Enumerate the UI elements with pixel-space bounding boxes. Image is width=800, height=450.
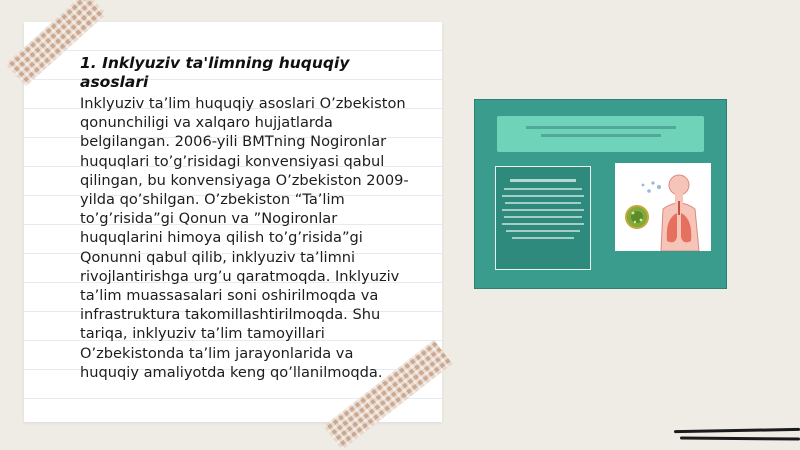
decorative-rule-2 [680,436,800,440]
section-body: Inklyuziv ta’lim huquqiy asoslari O’zbekiston qonunchiligi va xalqaro hujjatlarda belgilangan. 2006-yili BMTning Nogironlar huquqlari to’g’risidagi konvensiyasi qabul qilingan, bu konvensiyaga O’zbekiston 2009-yilda qo’shilgan. O’zbekiston “Ta’lim to’g’risida”gi Qonun va ”Nogironlar huquqlarini himoya qilish to’g’risida”gi Qonunni qabul qilib, inklyuziv ta’limni rivojlantirishga urg’u qaratmoqda. Inklyuziv ta’lim muassasalari soni oshirilmoqda va infrastruktura takomillashtirilmoqda. Shu tariqa, inklyuziv ta’lim tamoyillari O’zbekistonda ta’lim jarayonlarida va huquqiy amaliyotda keng qo’llanilmoqda. [80,95,409,381]
embedded-image [474,99,727,289]
respiratory-infection-icon [615,163,711,251]
section-title: 1. Inklyuziv ta'limning huquqiy asoslari [80,54,350,91]
decorative-rule-1 [674,428,800,433]
figure-banner [497,116,704,152]
figure-text-card [495,166,591,270]
